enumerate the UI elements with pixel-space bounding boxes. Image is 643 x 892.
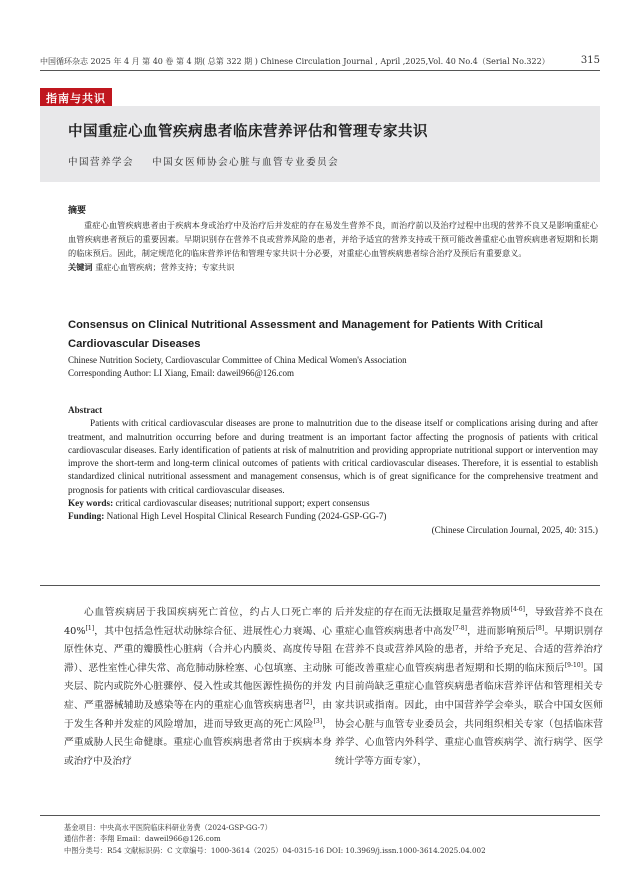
reference-mark: [4-6] [510,605,525,613]
keywords-label: 关键词 [68,262,93,273]
english-keywords-label: Key words: [68,498,114,509]
page-number: 315 [580,55,600,66]
text-run: 心血管疾病居于我国疾病死亡首位，约占人口死亡率的 40% [64,607,332,637]
text-run: ，严重威胁人民生命健康。重症心血管疾病患者常由于疾病本身或治疗中及治疗 [64,718,333,767]
article-title: 中国重症心血管疾病患者临床营养评估和管理专家共识 [68,124,428,140]
english-affiliation-block [68,354,598,379]
keywords-line [68,260,598,274]
keywords: 重症心血管疾病；营养支持；专家共识 [95,262,235,273]
footnotes [64,822,584,856]
text-run: ，进而影响预后 [466,625,536,637]
funding: National High Level Hospital Clinical Research Funding (2024-GSP-GG-7) [106,511,387,522]
reference-mark: [2] [303,698,313,706]
reference-mark: [3] [313,717,323,725]
body-column-left [64,604,332,771]
section-tag: 指南与共识 [40,88,112,109]
english-keywords-line [68,497,598,510]
chinese-abstract [68,204,598,274]
footnote-rule [40,815,600,816]
text-run: ，导致营养不良在重症心血管疾病患者中高发 [335,607,604,637]
english-abstract-body: Patients with critical cardiovascular diseases are prone to malnutrition due to the disease itself or complications arising during and after treatment, and malnutrition occurring before and during treatment is an important factor affecting the prognosis of patients with critical cardiovascular diseases. Early identification of patients at risk of malnutrition and providing appropriate nutritional support or intervention may improve the short-term and long-term clinical outcomes of patients with critical cardiovascular diseases. Therefore, it is essential to establish standardized clinical nutritional assessment and management consensus, which is of great significance for the comprehensive treatment and prognosis for patients with critical cardiovascular diseases. [68,418,598,495]
english-abstract-heading: Abstract [68,405,103,415]
journal-line: 中国循环杂志 2025 年 4 月 第 40 卷 第 4 期( 总第 322 期 ) Chinese Circulation Journal , April ,2025,Vol. 40 No.4（Serial No.322） [40,57,550,66]
funding-label: Funding: [68,511,105,522]
header-rule [40,70,600,71]
abstract-heading: 摘要 [68,206,87,216]
reference-mark: [8] [535,624,545,632]
abstract-body: 重症心血管疾病患者由于疾病本身或治疗中及治疗后并发症的存在易发生营养不良，而治疗前以及治疗过程中出现的营养不良又是影响重症心血管疾病患者预后的重要因素。早期识别存在营养不良或营养风险的患者，并给予适宜的营养支持或干预可能改善重症心血管疾病患者短期和长期的临床预后。因此，制定规范化的临床营养评估和管理专家共识十分必要，对重症心血管疾病患者综合治疗及预后有重要意义。 [68,220,598,259]
text-run: 。早期识别存在营养不良或营养风险的患者，并给予充足、合适的营养治疗可能改善重症心血管疾病患者短期和长期的临床预后 [335,625,604,674]
running-header [40,56,600,67]
english-keywords: critical cardiovascular diseases; nutritional support; expert consensus [115,498,370,509]
citation: (Chinese Circulation Journal, 2025, 40: 315.) [431,524,598,535]
text-run: 。国内目前尚缺乏重症心血管疾病患者临床营养评估和管理相关专家共识或指南。因此，由中国营养学会牵头，联合中国女医师协会心脏与血管专业委员会，共同组织相关专家（包括临床营养学、心血管内外科学、重症心血管疾病学、流行病学、医学统计学等方面专家）， [335,662,604,767]
corresponding-author: Corresponding Author: LI Xiang, Email: daweil966@126.com [68,367,295,378]
fund-note: 基金项目：中央高水平医院临床科研业务费（2024-GSP-GG-7） [64,823,272,832]
reference-mark: [9-10] [564,661,584,669]
reference-mark: [7-8] [452,624,467,632]
body-column-right [335,604,603,771]
corresponding-note: 通信作者：李翔 Email：daweil966@126.com [64,834,221,844]
text-run: ，其中包括急性冠状动脉综合征、进展性心力衰竭、心原性休克、严重的瓣膜性心脏病（合并心内膜炎、高度传导阻滞）、恶性室性心律失常、高危肺动脉栓塞、心包填塞、主动脉夹层、院内或院外心脏骤停、侵入性或其他医源性损伤的并发症、严重器械辅助及感染等在内的重症心血管疾病患者 [64,625,332,711]
text-run: ，由于发生各种并发症的风险增加，进而导致更高的死亡风险 [64,699,333,730]
reference-mark: [1] [85,624,95,632]
text-run: 后并发症的存在而无法摄取足量营养物质 [335,607,511,618]
funding-line [68,510,598,523]
authors: 中国营养学会 中国女医师协会心脏与血管专业委员会 [68,157,340,168]
abstract-rule [40,585,600,586]
classification-note: 中图分类号：R54 文献标识码：C 文章编号：1000-3614（2025）04-0315-16 DOI: 10.3969/j.issn.1000-3614.2025.04.002 [64,845,486,855]
title-band [40,106,600,182]
affiliation: Chinese Nutrition Society, Cardiovascular Committee of China Medical Women's Association [68,355,407,365]
english-abstract [68,404,598,537]
english-title: Consensus on Clinical Nutritional Assessment and Management for Patients With Critical Cardiovascular Diseases [68,319,544,350]
